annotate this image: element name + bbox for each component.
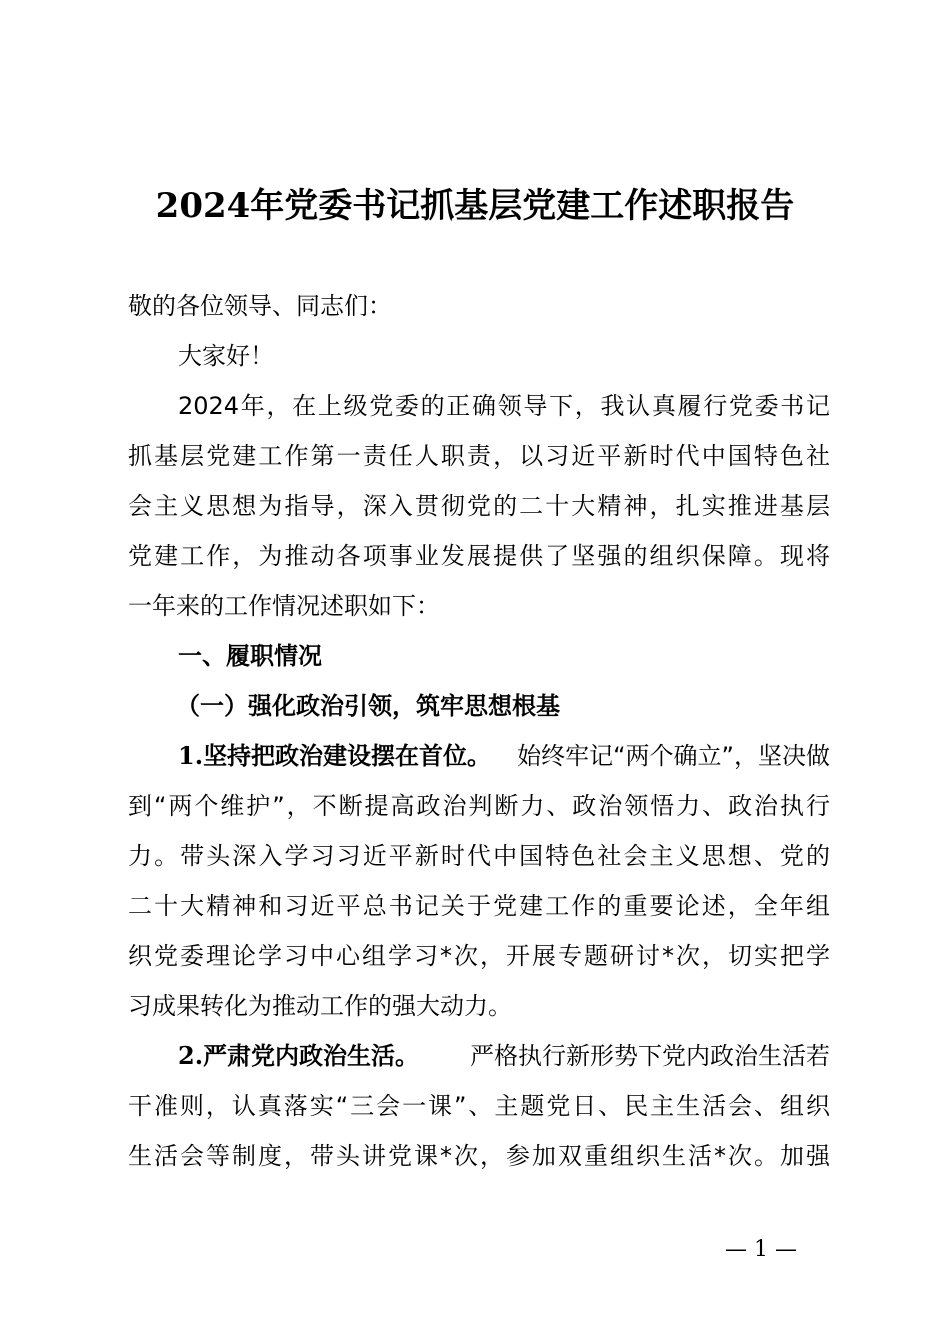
item-2-title <box>178 1038 419 1074</box>
item-1-number: 1. <box>178 741 204 770</box>
item-2-number: 2. <box>178 1041 204 1070</box>
item-1-first-line-text: 始终牢记“两个确立”，坚决做 <box>517 742 830 770</box>
page-number: — 1 — <box>725 1237 797 1262</box>
item-2-first-line-text: 严格执行新形势下党内政治生活若 <box>470 1042 830 1070</box>
item-1-line-6: 习成果转化为推动工作的强大动力。 <box>128 992 512 1020</box>
greeting: 大家好！ <box>178 342 274 370</box>
subsection-heading: （一）强化政治引领，筑牢思想根基 <box>176 692 560 720</box>
item-1-heading: 坚持把政治建设摆在首位。 <box>203 742 492 770</box>
item-2-line-2: 干准则，认真落实“三会一课”、主题党日、民主生活会、组织 <box>128 1092 830 1120</box>
intro-line-4: 党建工作，为推动各项事业发展提供了坚强的组织保障。现将 <box>128 542 830 570</box>
intro-line-1: 2024年，在上级党委的正确领导下，我认真履行党委书记 <box>178 392 830 420</box>
section-heading: 一、履职情况 <box>178 642 322 670</box>
intro-line-2: 抓基层党建工作第一责任人职责，以习近平新时代中国特色社 <box>128 442 830 470</box>
item-1-line-5: 织党委理论学习中心组学习*次，开展专题研讨*次，切实把学 <box>128 942 830 970</box>
item-1-line-3: 力。带头深入学习习近平新时代中国特色社会主义思想、党的 <box>128 842 830 870</box>
document-title: 2024年党委书记抓基层党建工作述职报告 <box>155 186 795 226</box>
salutation: 敬的各位领导、同志们： <box>128 292 392 320</box>
item-1-title <box>178 738 491 774</box>
intro-line-5: 一年来的工作情况述职如下： <box>128 592 440 620</box>
item-2-heading: 严肃党内政治生活。 <box>203 1042 420 1070</box>
item-1-line-4: 二十大精神和习近平总书记关于党建工作的重要论述，全年组 <box>128 892 830 920</box>
item-1-first-line <box>178 738 830 774</box>
item-1-line-2: 到“两个维护”，不断提高政治判断力、政治领悟力、政治执行 <box>128 792 830 820</box>
item-2-line-3: 生活会等制度，带头讲党课*次，参加双重组织生活*次。加强 <box>128 1142 830 1170</box>
item-2-first-line <box>178 1038 830 1074</box>
intro-line-3: 会主义思想为指导，深入贯彻党的二十大精神，扎实推进基层 <box>128 492 830 520</box>
